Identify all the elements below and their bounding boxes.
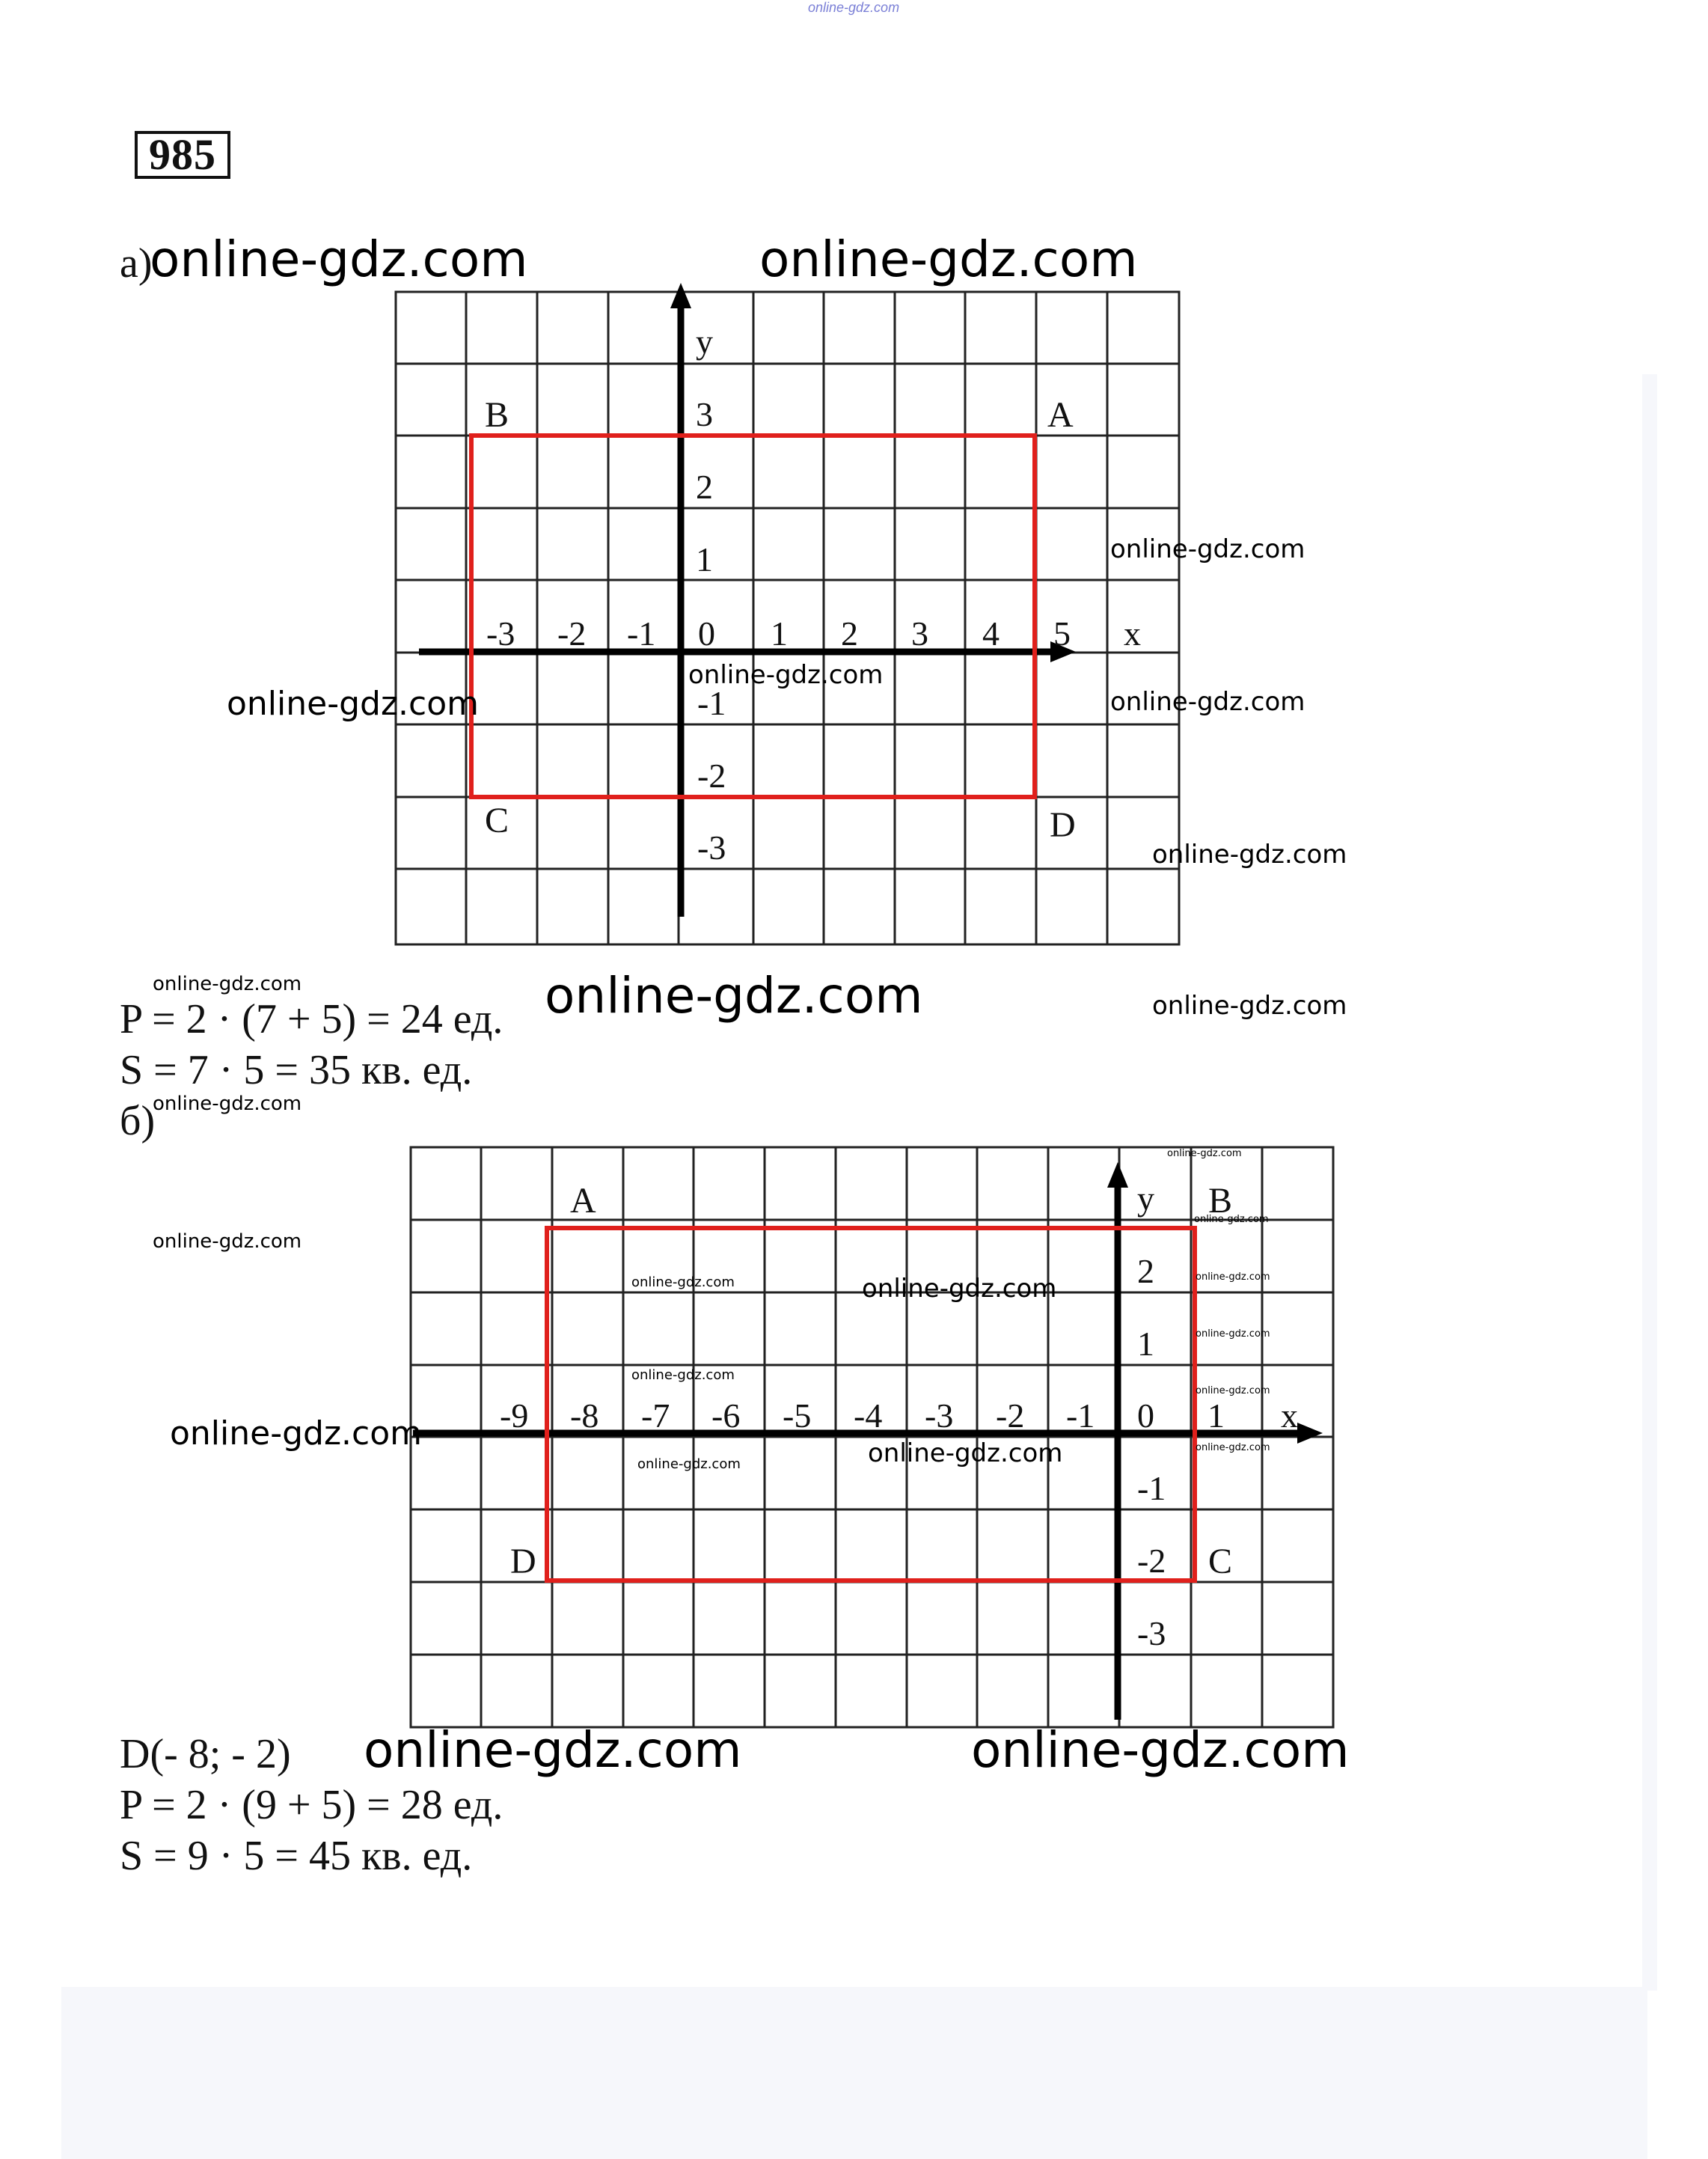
area-b: S = 9 · 5 = 45 кв. ед. [120,1833,473,1879]
watermark: online-gdz.com [868,1438,1063,1468]
x-axis-arrow-b [1297,1423,1323,1444]
watermark: online-gdz.com [1196,1442,1270,1453]
vertex-b-a: B [485,395,509,435]
vertex-a-b: A [570,1181,596,1221]
watermark: online-gdz.com [631,1274,735,1290]
x-tick: 0 [1137,1396,1154,1435]
watermark: online-gdz.com [170,1414,423,1453]
x-tick: 3 [911,614,928,653]
x-tick: -6 [711,1396,741,1435]
x-axis-label-a: x [1124,614,1141,653]
y-tick: 1 [1137,1325,1154,1363]
watermark: online-gdz.com [153,973,302,995]
x-tick: -1 [627,614,656,653]
part-a-label: а) [120,240,153,287]
watermark: online-gdz.com [1110,687,1306,717]
watermark: online-gdz.com [637,1456,741,1472]
watermark: online-gdz.com [150,230,528,288]
x-tick: -9 [500,1396,529,1435]
watermark: online-gdz.com [1196,1385,1270,1396]
x-ticks-b [500,1396,1298,1435]
y-tick: 1 [696,540,713,578]
watermark: online-gdz.com [688,660,884,690]
x-tick: -2 [996,1396,1025,1435]
x-tick: -3 [486,614,515,653]
watermark: online-gdz.com [1167,1148,1242,1159]
y-tick: -3 [697,828,726,867]
watermark: online-gdz.com [1196,1271,1270,1283]
x-tick: 4 [982,614,1000,653]
x-tick: 0 [698,614,715,653]
x-tick: -8 [570,1396,599,1435]
x-tick: 2 [841,614,858,653]
axes-a [419,283,1076,917]
y-axis-label-a: y [696,323,713,361]
watermark: online-gdz.com [153,1230,302,1253]
x-ticks-a [486,614,1141,653]
watermark: online-gdz.com [1196,1328,1270,1340]
vertices-b [510,1181,1232,1581]
x-tick: -1 [1066,1396,1095,1435]
watermark: online-gdz.com [1152,840,1347,870]
vertex-d-a: D [1050,805,1076,845]
watermark: online-gdz.com [759,230,1138,288]
watermark: online-gdz.com [862,1274,1057,1304]
part-b-label: б) [120,1098,156,1144]
watermark: online-gdz.com [1110,534,1306,564]
y-tick: -1 [697,684,726,722]
y-tick: 2 [696,468,713,506]
watermark: online-gdz.com [631,1367,735,1383]
perimeter-b: P = 2 · (9 + 5) = 28 ед. [120,1782,503,1828]
watermark: online-gdz.com [227,685,480,723]
x-tick: -7 [641,1396,670,1435]
y-axis-arrow-a [670,283,691,308]
vertex-d-b: D [510,1542,536,1581]
watermark: online-gdz.com [545,967,923,1024]
y-tick: 3 [696,395,713,433]
y-ticks-a [696,323,726,867]
y-tick: -3 [1137,1614,1166,1652]
watermark: online-gdz.com [153,1093,302,1115]
perimeter-a: P = 2 · (7 + 5) = 24 ед. [120,996,503,1042]
y-axis-label-b: y [1137,1179,1154,1218]
x-axis-label-b: x [1281,1396,1298,1435]
x-tick: 1 [1207,1396,1225,1435]
y-tick: -1 [1137,1469,1166,1507]
vertex-b-b: B [1208,1181,1233,1221]
watermark: online-gdz.com [1194,1214,1269,1225]
vertex-c-b: C [1208,1542,1233,1581]
vertex-c-a: C [485,801,509,840]
top-watermark: online-gdz.com [808,0,900,15]
watermark: online-gdz.com [364,1721,742,1779]
y-axis-arrow-b [1107,1162,1128,1188]
vertex-a-a: A [1047,395,1074,435]
y-tick: -2 [697,757,726,795]
watermark: online-gdz.com [971,1721,1350,1779]
task-number: 985 [135,131,230,179]
watermark: online-gdz.com [1152,991,1347,1021]
x-tick: -3 [925,1396,954,1435]
area-a: S = 7 · 5 = 35 кв. ед. [120,1047,473,1093]
x-tick: 1 [771,614,788,653]
x-tick: -4 [854,1396,883,1435]
x-tick: -2 [557,614,587,653]
x-tick: 5 [1053,614,1071,653]
x-tick: -5 [783,1396,812,1435]
y-tick: -2 [1137,1542,1166,1580]
y-tick: 2 [1137,1252,1154,1290]
point-d-b: D(- 8; - 2) [120,1731,291,1777]
